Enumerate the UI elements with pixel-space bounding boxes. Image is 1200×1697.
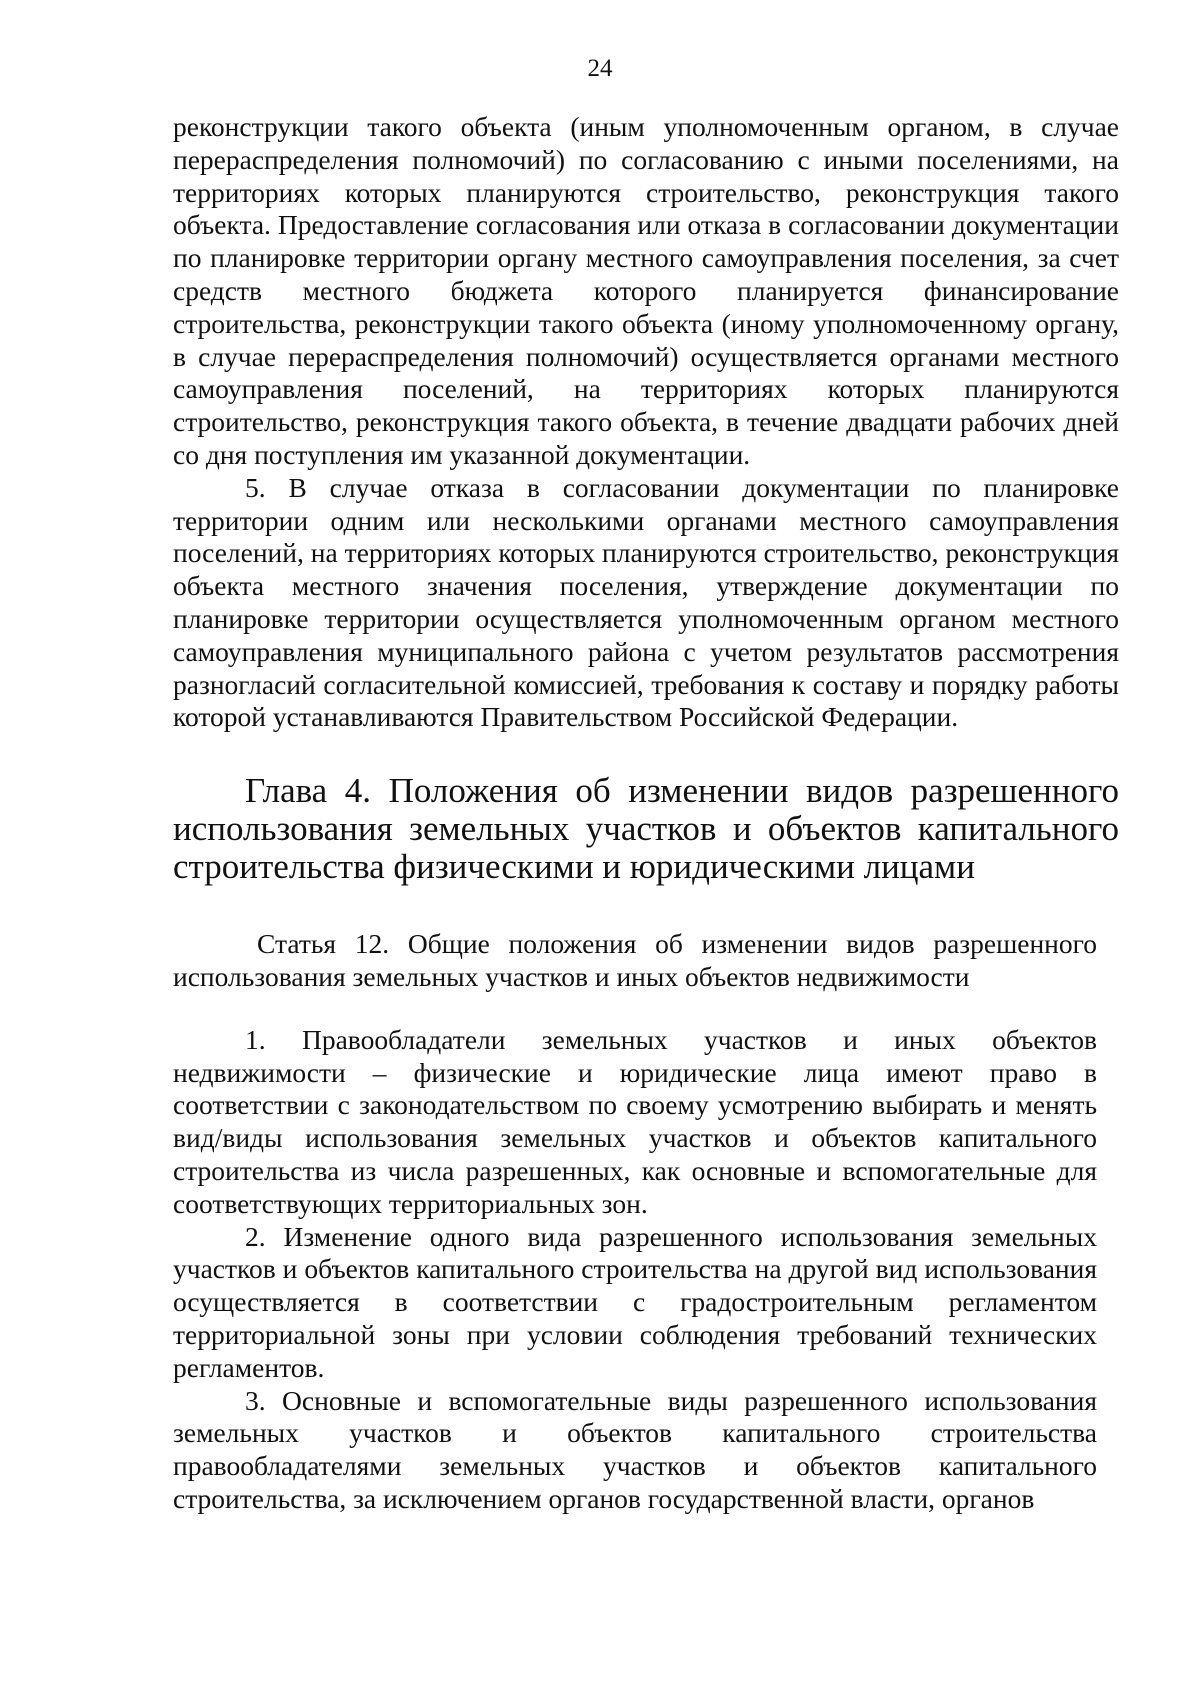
paragraph-continuation: реконструкции такого объекта (иным уполномоченным органом, в случае перераспределения полномочий) по согласованию с иными поселениями, на территориях которых планируются строительство, реконструкция такого объекта. Предоставление согласования или отказа в согласовании документации по планировке территории органу местного самоуправления поселения, за счет средств местного бюджета которого планируется финансирование строительства, реконструкции такого объекта (иному уполномоченному органу, в случае перераспределения полномочий) осуществляется органами местного самоуправления поселений, на территориях которых планируются строительство, реконструкция такого объекта, в течение двадцати рабочих дней со дня поступления им указанной документации. — [173, 111, 1119, 470]
article-section — [173, 928, 1097, 1516]
paragraph-item-2: 2. Изменение одного вида разрешенного использования земельных участков и объектов капитального строительства на другой вид использования осуществляется в соответствии с градостроительным регламентом территориальной зоны при условии соблюдения требований технических регламентов. — [173, 1220, 1097, 1383]
page-body — [173, 111, 1119, 1516]
paragraph-item-5: 5. В случае отказа в согласовании документации по планировке территории одним или несколькими органами местного самоуправления поселений, на территориях которых планируются строительство, реконструкция объекта местного значения поселения, утверждение документации по планировке территории осуществляется уполномоченным органом местного самоуправления муниципального района с учетом результатов рассмотрения разногласий согласительной комиссией, требования к составу и порядку работы которой устанавливаются Правительством Российской Федерации. — [173, 471, 1119, 733]
chapter-heading: Глава 4. Положения об изменении видов разрешенного использования земельных участков и объектов капитального строительства физическими и юридическими лицами — [173, 771, 1119, 887]
article-heading: Статья 12. Общие положения об изменении видов разрешенного использования земельных участков и иных объектов недвижимости — [173, 928, 1097, 992]
paragraph-item-1: 1. Правообладатели земельных участков и иных объектов недвижимости – физические и юридические лица имеют право в соответствии с законодательством по своему усмотрению выбирать и менять вид/виды использования земельных участков и объектов капитального строительства из числа разрешенных, как основные и вспомогательные для соответствующих территориальных зон. — [173, 1023, 1097, 1219]
page-number: 24 — [587, 55, 613, 82]
paragraph-item-3: 3. Основные и вспомогательные виды разрешенного использования земельных участков и объектов капитального строительства правообладателями земельных участков и объектов капитального строительства, за исключением органов государственной власти, органов — [173, 1384, 1097, 1514]
